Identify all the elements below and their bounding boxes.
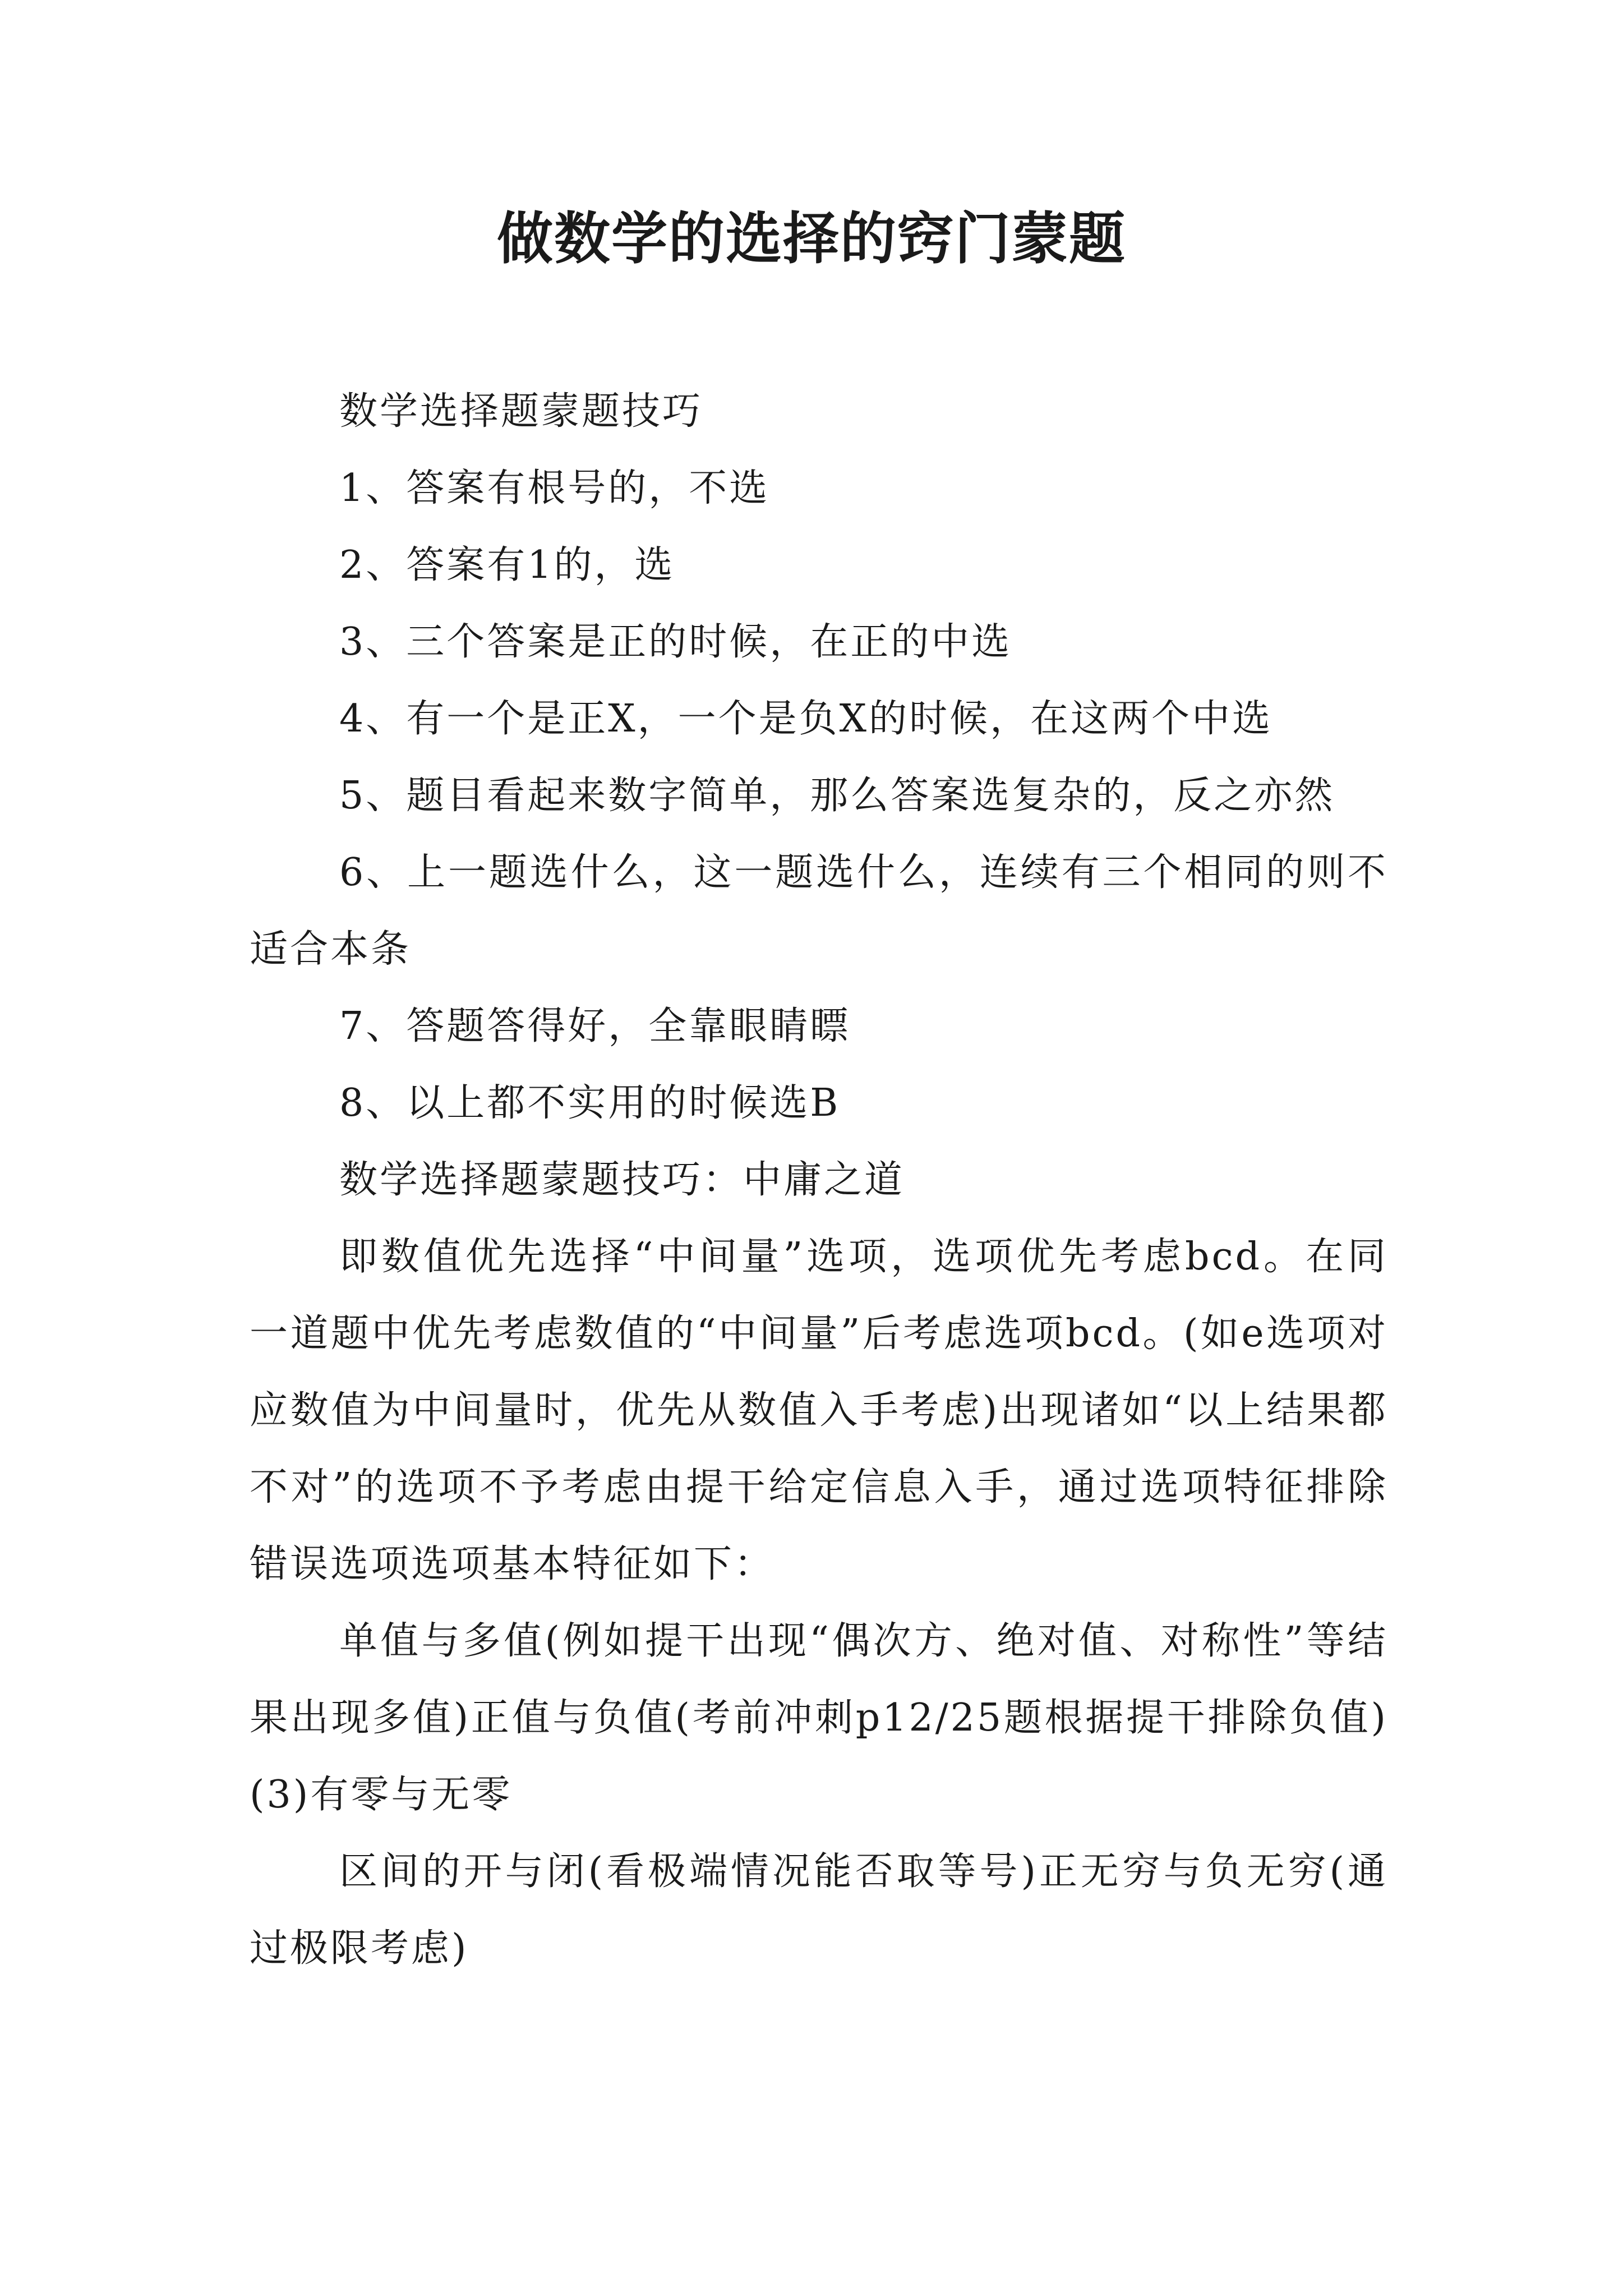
tip-item-5: 5、题目看起来数字简单，那么答案选复杂的，反之亦然	[339, 774, 1335, 818]
document-title: 做数学的选择的窍门蒙题	[497, 205, 1126, 272]
paragraph-single-multi-value: 单值与多值(例如提干出现“偶次方、绝对值、对称性”等结果出现多值)正值与负值(考前冲刺p12/25题根据提干排除负值)(3)有零与无零	[250, 1619, 1388, 1817]
tip-item-7: 7、答题答得好，全靠眼睛瞟	[339, 1004, 851, 1048]
paragraph-middle-value: 即数值优先选择“中间量”选项，选项优先考虑bcd。在同一道题中优先考虑数值的“中间量”后考虑选项bcd。(如e选项对应数值为中间量时，优先从数值入手考虑)出现诸如“以上结果都不对”的选项不予考虑由提干给定信息入手，通过选项特征排除错误选项选项基本特征如下：	[250, 1235, 1388, 1586]
tip-item-3: 3、三个答案是正的时候，在正的中选	[339, 620, 1012, 664]
paragraph-heading-2: 数学选择题蒙题技巧：中庸之道	[339, 1158, 905, 1202]
paragraph-heading-1: 数学选择题蒙题技巧	[339, 389, 703, 434]
tip-item-2: 2、答案有1的，选	[339, 543, 675, 587]
document-body	[250, 373, 1388, 1987]
paragraph-interval: 区间的开与闭(看极端情况能否取等号)正无穷与负无穷(通过极限考虑)	[250, 1849, 1388, 1971]
tip-item-8: 8、以上都不实用的时候选B	[339, 1081, 841, 1125]
tip-item-6: 6、上一题选什么，这一题选什么，连续有三个相同的则不适合本条	[250, 850, 1388, 972]
tip-item-1: 1、答案有根号的，不选	[339, 466, 770, 510]
tip-item-4: 4、有一个是正X，一个是负X的时候，在这两个中选	[339, 697, 1273, 741]
